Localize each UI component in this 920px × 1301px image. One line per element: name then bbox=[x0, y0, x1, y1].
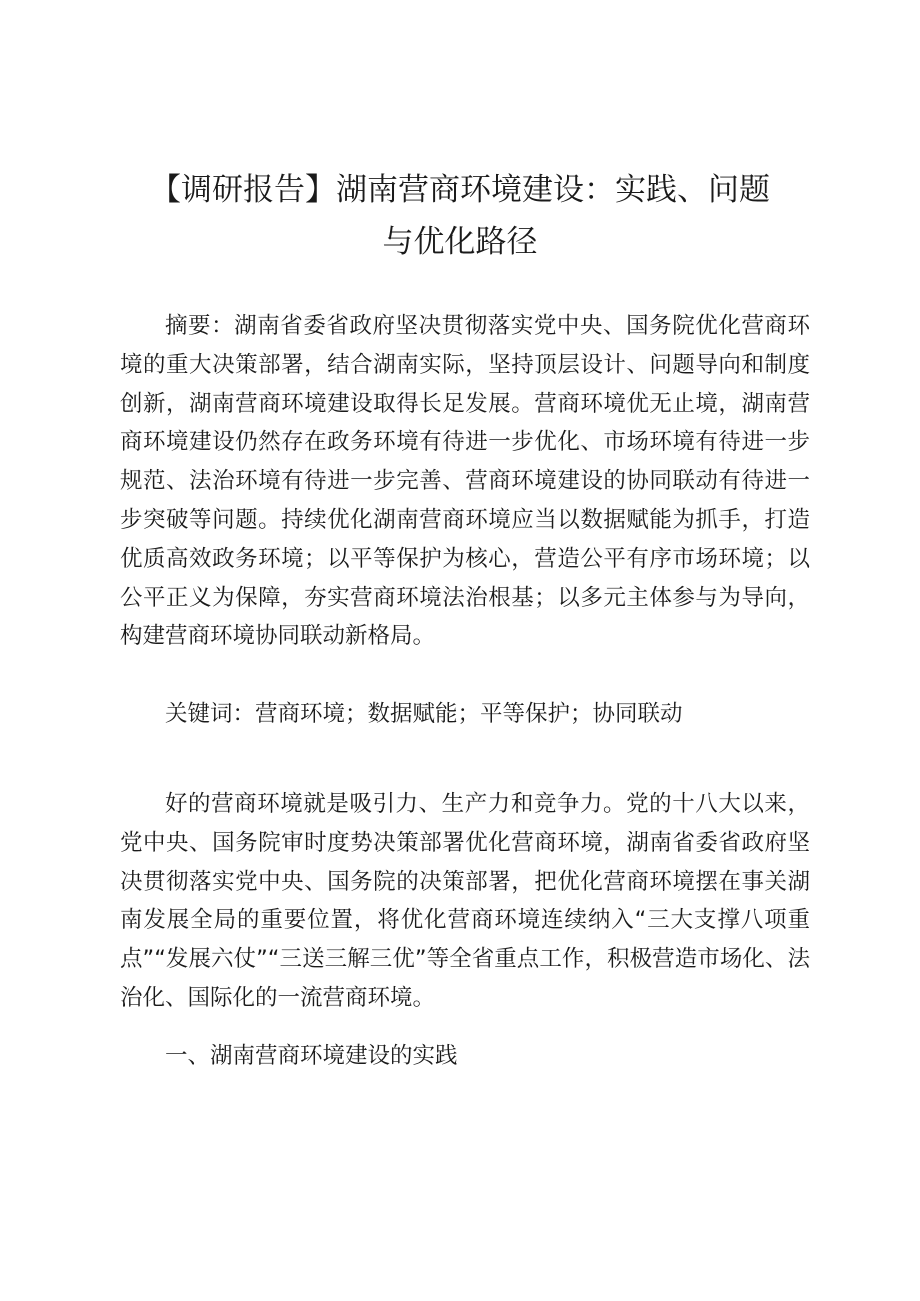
abstract-label: 摘要： bbox=[165, 313, 235, 339]
document-title bbox=[90, 164, 830, 268]
abstract-paragraph bbox=[120, 307, 810, 656]
abstract-text: 湖南省委省政府坚决贯彻落实党中央、国务院优化营商环境的重大决策部署，结合湖南实际，坚持顶层设计、问题导向和制度创新，湖南营商环境建设取得长足发展。营商环境优无止境，湖南营商环境建设仍然存在政务环境有待进一步优化、市场环境有待进一步规范、法治环境有待进一步完善、营商环境建设的协同联动有待进一步突破等问题。持续优化湖南营商环境应当以数据赋能为抓手，打造优质高效政务环境；以平等保护为核心，营造公平有序市场环境；以公平正义为保障，夯实营商环境法治根基；以多元主体参与为导向，构建营商环境协同联动新格局。 bbox=[120, 313, 810, 650]
keywords-text: 营商环境；数据赋能；平等保护；协同联动 bbox=[255, 701, 683, 727]
section-heading: 一、湖南营商环境建设的实践 bbox=[165, 1043, 458, 1069]
intro-paragraph: 好的营商环境就是吸引力、生产力和竞争力。党的十八大以来，党中央、国务院审时度势决策部署优化营商环境，湖南省委省政府坚决贯彻落实党中央、国务院的决策部署，把优化营商环境摆在事关湖南发展全局的重要位置，将优化营商环境连续纳入“三大支撑八项重点”“发展六仗”“三送三解三优”等全省重点工作，积极营造市场化、法治化、国际化的一流营商环境。 bbox=[120, 791, 810, 1011]
title-line-1: 【调研报告】湖南营商环境建设：实践、问题 bbox=[150, 172, 770, 208]
keywords-label: 关键词： bbox=[165, 701, 256, 727]
keywords-paragraph bbox=[120, 695, 810, 734]
title-line-2: 与优化路径 bbox=[382, 224, 538, 260]
